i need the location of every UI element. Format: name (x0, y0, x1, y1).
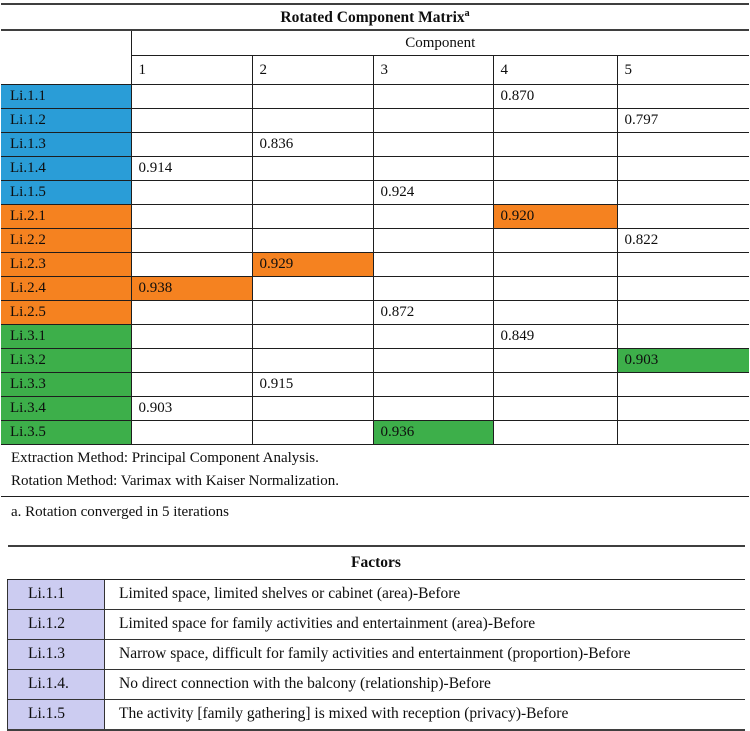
matrix-row (1, 181, 749, 205)
matrix-cell: 0.903 (131, 397, 252, 421)
matrix-cell: 0.870 (493, 85, 617, 109)
matrix-cell: 0.929 (252, 253, 373, 277)
matrix-row-label: Li.3.1 (1, 325, 131, 349)
method-notes (1, 445, 749, 497)
matrix-cell: 0.914 (131, 157, 252, 181)
column-numbers-row (1, 56, 749, 85)
matrix-cell (617, 157, 749, 181)
factor-row (8, 609, 745, 639)
matrix-cell (373, 205, 493, 229)
matrix-cell (617, 373, 749, 397)
matrix-cell (617, 397, 749, 421)
matrix-row-label: Li.2.1 (1, 205, 131, 229)
matrix-cell: 0.872 (373, 301, 493, 325)
matrix-cell (493, 373, 617, 397)
matrix-row (1, 325, 749, 349)
matrix-cell (617, 133, 749, 157)
factor-row (8, 639, 745, 669)
matrix-cell (252, 277, 373, 301)
matrix-cell: 0.920 (493, 205, 617, 229)
matrix-cell (131, 373, 252, 397)
matrix-row-label: Li.3.2 (1, 349, 131, 373)
column-header: 1 (131, 56, 252, 85)
matrix-cell (252, 301, 373, 325)
matrix-cell (617, 205, 749, 229)
matrix-row (1, 277, 749, 301)
matrix-row-label: Li.2.3 (1, 253, 131, 277)
factor-label: Li.1.2 (8, 609, 105, 639)
matrix-row (1, 397, 749, 421)
matrix-cell (252, 325, 373, 349)
factor-description: Limited space for family activities and entertainment (area)-Before (105, 609, 745, 639)
matrix-row (1, 205, 749, 229)
component-header-row (1, 30, 749, 56)
matrix-row-label: Li.3.3 (1, 373, 131, 397)
matrix-title (1, 4, 749, 30)
matrix-cell (493, 157, 617, 181)
matrix-cell (131, 85, 252, 109)
factor-label: Li.1.1 (8, 579, 105, 609)
extraction-method-note: Extraction Method: Principal Component Analysis. (11, 450, 319, 466)
matrix-row (1, 253, 749, 277)
matrix-cell (493, 253, 617, 277)
matrix-cell (252, 181, 373, 205)
factors-tbody (8, 579, 745, 730)
matrix-row (1, 133, 749, 157)
matrix-cell (252, 229, 373, 253)
matrix-cell (373, 325, 493, 349)
corner-cell (1, 56, 131, 85)
matrix-row-label: Li.1.4 (1, 157, 131, 181)
matrix-cell: 0.938 (131, 277, 252, 301)
matrix-cell (131, 229, 252, 253)
matrix-row-label: Li.1.1 (1, 85, 131, 109)
matrix-cell (617, 421, 749, 445)
factor-description: Limited space, limited shelves or cabinet (area)-Before (105, 579, 745, 609)
column-header: 4 (493, 56, 617, 85)
matrix-cell (493, 109, 617, 133)
matrix-table (1, 3, 749, 535)
matrix-tbody (1, 85, 749, 445)
matrix-cell (131, 253, 252, 277)
matrix-row (1, 421, 749, 445)
factor-description: Narrow space, difficult for family activities and entertainment (proportion)-Before (105, 639, 745, 669)
matrix-cell (493, 397, 617, 421)
matrix-row-label: Li.1.3 (1, 133, 131, 157)
matrix-cell (252, 397, 373, 421)
matrix-row-label: Li.1.5 (1, 181, 131, 205)
matrix-cell (373, 85, 493, 109)
matrix-cell (252, 85, 373, 109)
factors-table (7, 545, 745, 731)
matrix-row (1, 85, 749, 109)
matrix-row (1, 109, 749, 133)
factor-label: Li.1.4. (8, 669, 105, 699)
matrix-cell (252, 205, 373, 229)
matrix-cell (373, 373, 493, 397)
matrix-cell (131, 205, 252, 229)
matrix-cell (617, 325, 749, 349)
matrix-row-label: Li.2.2 (1, 229, 131, 253)
matrix-cell (373, 253, 493, 277)
matrix-cell (373, 109, 493, 133)
matrix-cell (493, 229, 617, 253)
factor-row (8, 669, 745, 699)
matrix-cell (252, 421, 373, 445)
matrix-cell: 0.924 (373, 181, 493, 205)
column-header: 3 (373, 56, 493, 85)
matrix-row-label: Li.2.4 (1, 277, 131, 301)
matrix-cell (131, 349, 252, 373)
matrix-cell (617, 301, 749, 325)
matrix-cell (373, 229, 493, 253)
matrix-row-label: Li.2.5 (1, 301, 131, 325)
factor-label: Li.1.5 (8, 699, 105, 730)
matrix-cell (131, 109, 252, 133)
factor-row (8, 699, 745, 730)
matrix-cell (252, 109, 373, 133)
factor-description: The activity [family gathering] is mixed with reception (privacy)-Before (105, 699, 745, 730)
matrix-cell (493, 133, 617, 157)
matrix-cell (493, 349, 617, 373)
matrix-cell (131, 325, 252, 349)
matrix-row (1, 157, 749, 181)
matrix-cell (373, 277, 493, 301)
matrix-cell (252, 349, 373, 373)
matrix-cell (373, 349, 493, 373)
factor-label: Li.1.3 (8, 639, 105, 669)
factor-row (8, 579, 745, 609)
matrix-cell: 0.849 (493, 325, 617, 349)
matrix-title-superscript: a (464, 7, 470, 19)
matrix-cell (131, 133, 252, 157)
matrix-row-label: Li.1.2 (1, 109, 131, 133)
matrix-cell (252, 157, 373, 181)
notes-row (1, 445, 749, 497)
matrix-cell (131, 181, 252, 205)
column-header: 2 (252, 56, 373, 85)
matrix-cell: 0.797 (617, 109, 749, 133)
matrix-cell (131, 421, 252, 445)
matrix-cell (373, 157, 493, 181)
matrix-cell (373, 397, 493, 421)
matrix-cell: 0.822 (617, 229, 749, 253)
matrix-row (1, 301, 749, 325)
matrix-cell: 0.936 (373, 421, 493, 445)
matrix-row-label: Li.3.4 (1, 397, 131, 421)
column-header: 5 (617, 56, 749, 85)
matrix-cell (131, 301, 252, 325)
factors-title: Factors (8, 546, 745, 580)
rotation-method-note: Rotation Method: Varimax with Kaiser Normalization. (11, 473, 339, 489)
matrix-row-label: Li.3.5 (1, 421, 131, 445)
matrix-cell (617, 253, 749, 277)
footnote-row (1, 497, 749, 535)
corner-cell (1, 30, 131, 56)
matrix-cell (493, 277, 617, 301)
matrix-cell (617, 181, 749, 205)
matrix-row (1, 349, 749, 373)
matrix-row (1, 229, 749, 253)
matrix-row (1, 373, 749, 397)
matrix-cell (493, 181, 617, 205)
matrix-cell (493, 301, 617, 325)
component-header: Component (131, 30, 749, 56)
matrix-title-text: Rotated Component Matrix (280, 9, 465, 27)
matrix-cell (373, 133, 493, 157)
matrix-cell: 0.836 (252, 133, 373, 157)
matrix-cell: 0.915 (252, 373, 373, 397)
matrix-cell (617, 85, 749, 109)
factors-title-row (8, 546, 745, 580)
rotation-footnote: a. Rotation converged in 5 iterations (11, 504, 230, 520)
matrix-cell: 0.903 (617, 349, 749, 373)
matrix-cell (493, 421, 617, 445)
matrix-cell (617, 277, 749, 301)
factor-description: No direct connection with the balcony (relationship)-Before (105, 669, 745, 699)
matrix-title-row (1, 4, 749, 30)
